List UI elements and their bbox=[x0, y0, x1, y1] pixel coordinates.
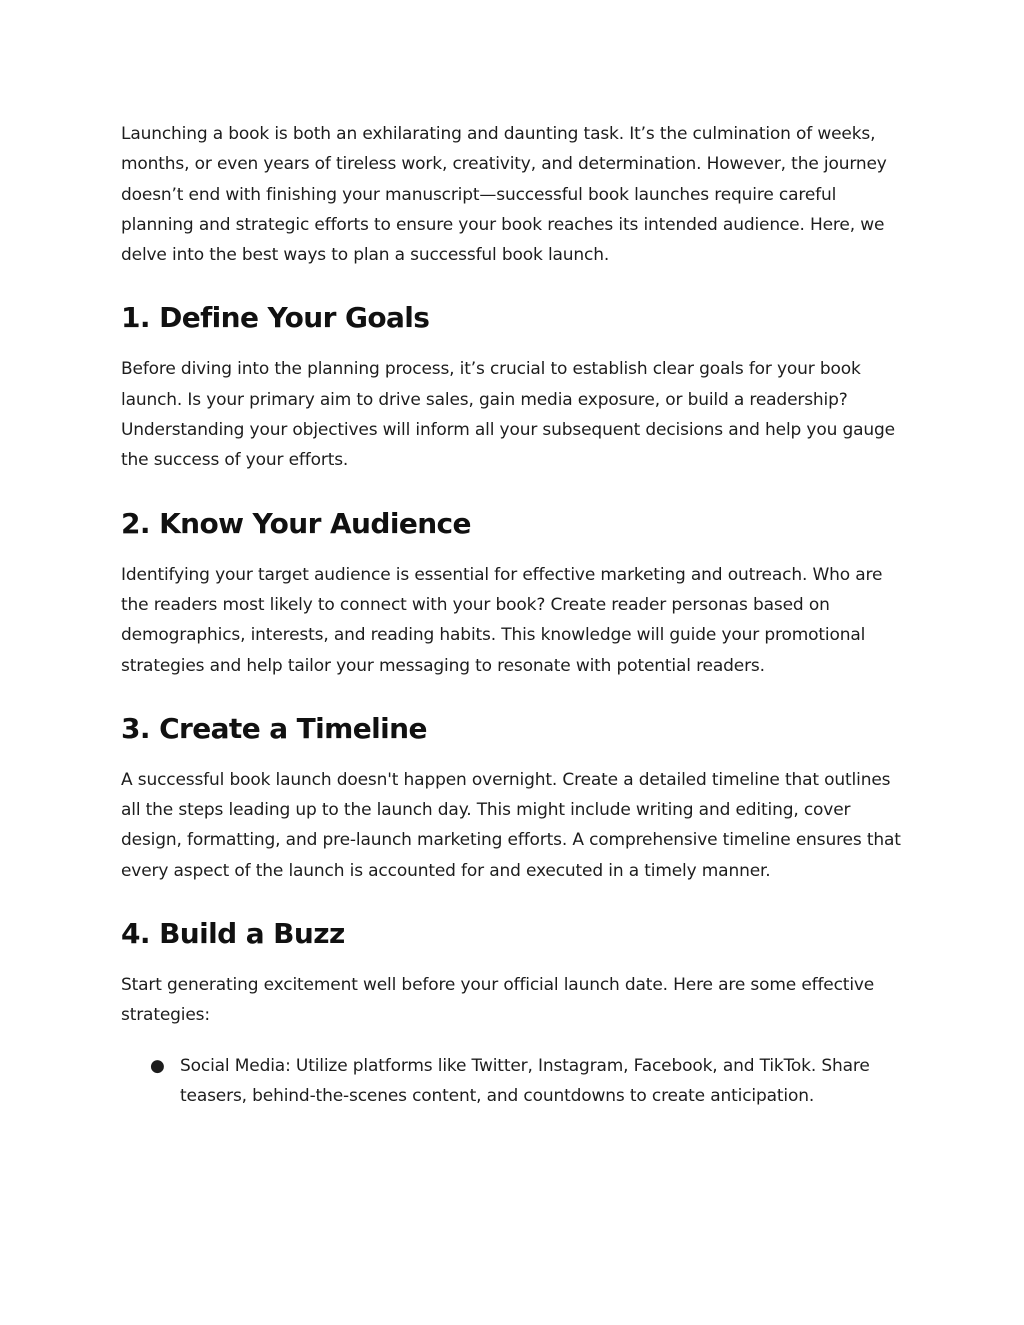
section-paragraph: Start generating excitement well before your official launch date. Here are some effective strategies: bbox=[121, 975, 875, 1026]
section-heading: 1. Define Your Goals bbox=[121, 301, 430, 335]
section-create-timeline bbox=[121, 709, 911, 886]
section-paragraph: A successful book launch doesn't happen overnight. Create a detailed timeline that outlines all the steps leading up to the launch day. This might include writing and editing, cover design, formatting, and pre-launch marketing efforts. A comprehensive timeline ensures that every aspect of the launch is accounted for and executed in a timely manner. bbox=[121, 769, 901, 881]
section-heading: 3. Create a Timeline bbox=[121, 711, 427, 745]
section-paragraph: Before diving into the planning process, it’s crucial to establish clear goals for your book launch. Is your primary aim to drive sales, gain media exposure, or build a readership? Understanding your objectives will inform all your subsequent decisions and help you gauge the success of your efforts. bbox=[121, 359, 895, 471]
section-know-audience bbox=[121, 504, 911, 681]
document-page bbox=[121, 119, 911, 1111]
bullet-icon: ● bbox=[150, 1055, 165, 1076]
strategy-list bbox=[121, 1051, 911, 1112]
section-paragraph: Identifying your target audience is essential for effective marketing and outreach. Who are the readers most likely to connect with your book? Create reader personas based on demographics, interests, and reading habits. This knowledge will guide your promotional strategies and help tailor your messaging to resonate with potential readers. bbox=[121, 564, 883, 676]
intro-paragraph: Launching a book is both an exhilarating and daunting task. It’s the culmination of weeks, months, or even years of tireless work, creativity, and determination. However, the journey doesn’t end with finishing your manuscript—successful book launches require careful planning and strategic efforts to ensure your book reaches its intended audience. Here, we delve into the best ways to plan a successful book launch. bbox=[121, 124, 887, 266]
section-heading: 2. Know Your Audience bbox=[121, 506, 471, 540]
section-define-goals bbox=[121, 298, 911, 475]
section-build-buzz bbox=[121, 914, 911, 1111]
list-item-text: Social Media: Utilize platforms like Twitter, Instagram, Facebook, and TikTok. Share teasers, behind-the-scenes content, and countdowns to create anticipation. bbox=[180, 1055, 870, 1106]
section-heading: 4. Build a Buzz bbox=[121, 917, 345, 951]
list-item bbox=[121, 1051, 911, 1112]
